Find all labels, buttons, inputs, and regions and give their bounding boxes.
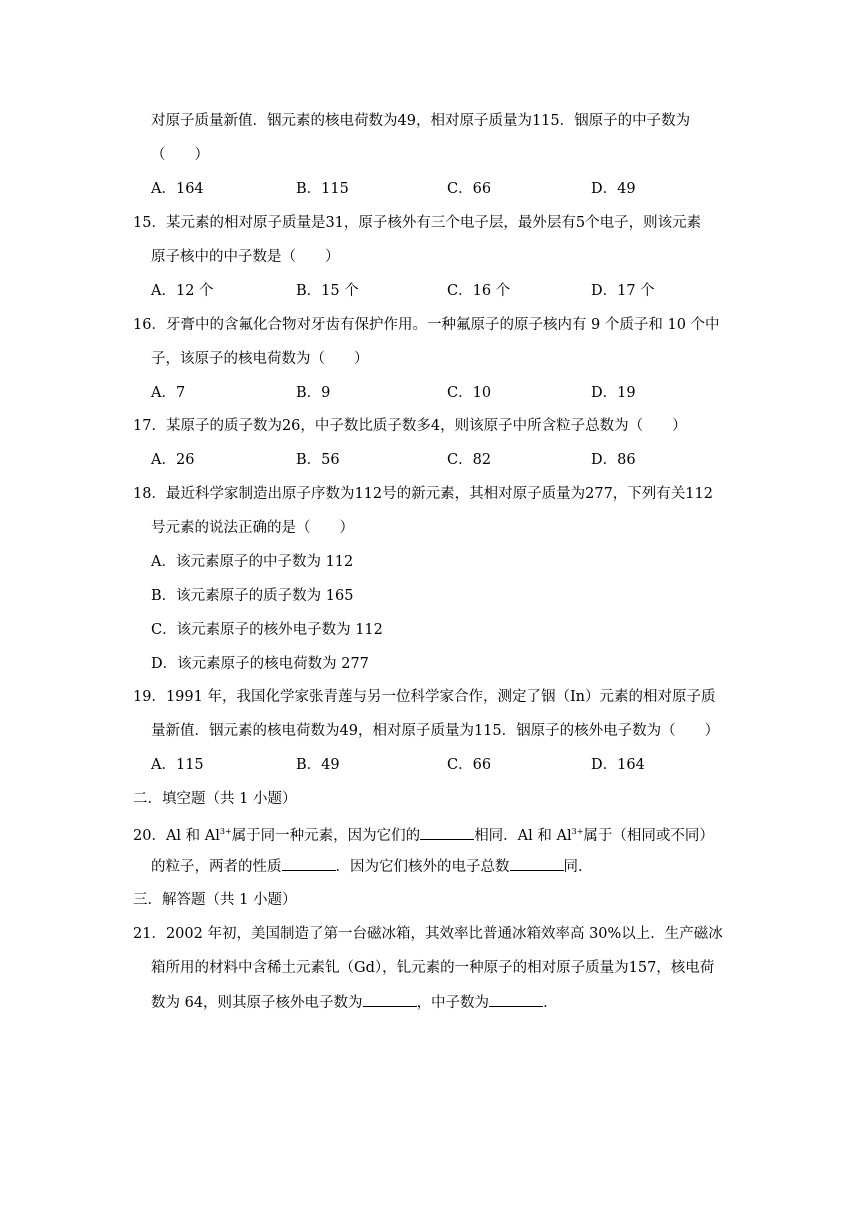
q20-stem-line2 [151, 856, 593, 877]
q16-option-c[interactable]: C．10 [447, 385, 492, 401]
q20-text-part4: 属于（相同或不同） [583, 828, 714, 844]
q21-text-part2: ，中子数为 [416, 995, 490, 1011]
q19-option-b[interactable]: B．49 [296, 757, 340, 773]
q20-text-part5: 的粒子，两者的性质 [151, 859, 282, 875]
q19-options [151, 755, 751, 775]
q21-text-part3: ． [543, 995, 558, 1011]
q20-text-part3: 相同．Al 和 Al [474, 828, 572, 844]
q19-stem-line1: 19．1991 年，我国化学家张青莲与另一位科学家合作，测定了铟（In）元素的相对原子质 [133, 689, 716, 705]
q15-option-b[interactable]: B．15 个 [296, 283, 359, 299]
q18-stem-line1: 18．最近科学家制造出原子序数为112号的新元素，其相对原子质量为277，下列有关112 [133, 486, 713, 502]
q15-stem-line1: 15．某元素的相对原子质量是31，原子核外有三个电子层，最外层有5个电子，则该元素 [133, 215, 702, 231]
q20-blank-1[interactable] [420, 825, 474, 840]
q16-stem-line2: 子，该原子的核电荷数为（ ） [151, 351, 369, 367]
q18-option-b[interactable]: B．该元素原子的质子数为 165 [151, 588, 354, 604]
q21-text-part1: 数为 64，则其原子核外电子数为 [151, 995, 363, 1011]
q21-stem-line1: 21．2002 年初，美国制造了第一台磁冰箱，其效率比普通冰箱效率高 30%以上．生产磁冰 [133, 926, 723, 942]
q17-option-d[interactable]: D．86 [591, 452, 636, 468]
q15-option-c[interactable]: C．16 个 [447, 283, 511, 299]
q20-text-part7: 同． [563, 859, 593, 875]
q17-options [151, 450, 751, 470]
q16-option-a[interactable]: A．7 [151, 385, 186, 401]
q17-option-c[interactable]: C．82 [447, 452, 492, 468]
q21-blank-1[interactable] [363, 992, 417, 1007]
q20-blank-3[interactable] [510, 856, 564, 871]
q20-blank-2[interactable] [282, 856, 336, 871]
section-heading-solve: 三．解答题（共 1 小题） [133, 892, 297, 908]
q14-option-b[interactable]: B．115 [296, 181, 349, 197]
q14-option-a[interactable]: A．164 [151, 181, 204, 197]
q20-text-part1: 20．Al 和 Al [133, 828, 220, 844]
q16-option-b[interactable]: B．9 [296, 385, 331, 401]
q14-answer-paren: （ ） [151, 147, 209, 163]
q20-text-part2: 属于同一种元素，因为它们的 [231, 828, 421, 844]
q15-stem-line2: 原子核中的中子数是（ ） [151, 249, 340, 265]
q14-option-c[interactable]: C．66 [447, 181, 492, 197]
q17-option-a[interactable]: A．26 [151, 452, 195, 468]
q19-option-a[interactable]: A．115 [151, 757, 204, 773]
q17-stem-line1: 17．某原子的质子数为26，中子数比质子数多4，则该原子中所含粒子总数为（ ） [133, 418, 687, 434]
q16-options [151, 383, 751, 403]
q20-ion-charge-1: 3+ [219, 827, 232, 836]
q21-stem-line3 [151, 992, 558, 1013]
q15-option-a[interactable]: A．12 个 [151, 283, 214, 299]
q20-stem-line1 [133, 822, 714, 846]
q15-option-d[interactable]: D．17 个 [591, 283, 655, 299]
q21-stem-line2: 箱所用的材料中含稀土元素钆（Gd），钆元素的一种原子的相对原子质量为157，核电荷 [151, 960, 715, 976]
q18-option-c[interactable]: C．该元素原子的核外电子数为 112 [151, 622, 383, 638]
section-heading-fill-in: 二．填空题（共 1 小题） [133, 791, 297, 807]
q18-stem-line2: 号元素的说法正确的是（ ） [151, 520, 354, 536]
q14-text-line: 对原子质量新值．铟元素的核电荷数为49，相对原子质量为115．铟原子的中子数为 [151, 113, 691, 129]
q20-ion-charge-2: 3+ [571, 827, 584, 836]
q15-options [151, 281, 751, 301]
q14-option-d[interactable]: D．49 [591, 181, 636, 197]
q18-option-d[interactable]: D．该元素原子的核电荷数为 277 [151, 656, 369, 672]
q19-option-c[interactable]: C．66 [447, 757, 492, 773]
q18-option-a[interactable]: A．该元素原子的中子数为 112 [151, 554, 354, 570]
q14-options [151, 179, 751, 199]
q20-text-part6: ．因为它们核外的电子总数 [335, 859, 510, 875]
q17-option-b[interactable]: B．56 [296, 452, 340, 468]
q21-blank-2[interactable] [489, 992, 543, 1007]
q19-stem-line2: 量新值．铟元素的核电荷数为49，相对原子质量为115．铟原子的核外电子数为（ ） [151, 723, 720, 739]
q19-option-d[interactable]: D．164 [591, 757, 645, 773]
q16-stem-line1: 16．牙膏中的含氟化合物对牙齿有保护作用。一种氟原子的原子核内有 9 个质子和 10 个中 [133, 317, 720, 333]
q16-option-d[interactable]: D．19 [591, 385, 636, 401]
